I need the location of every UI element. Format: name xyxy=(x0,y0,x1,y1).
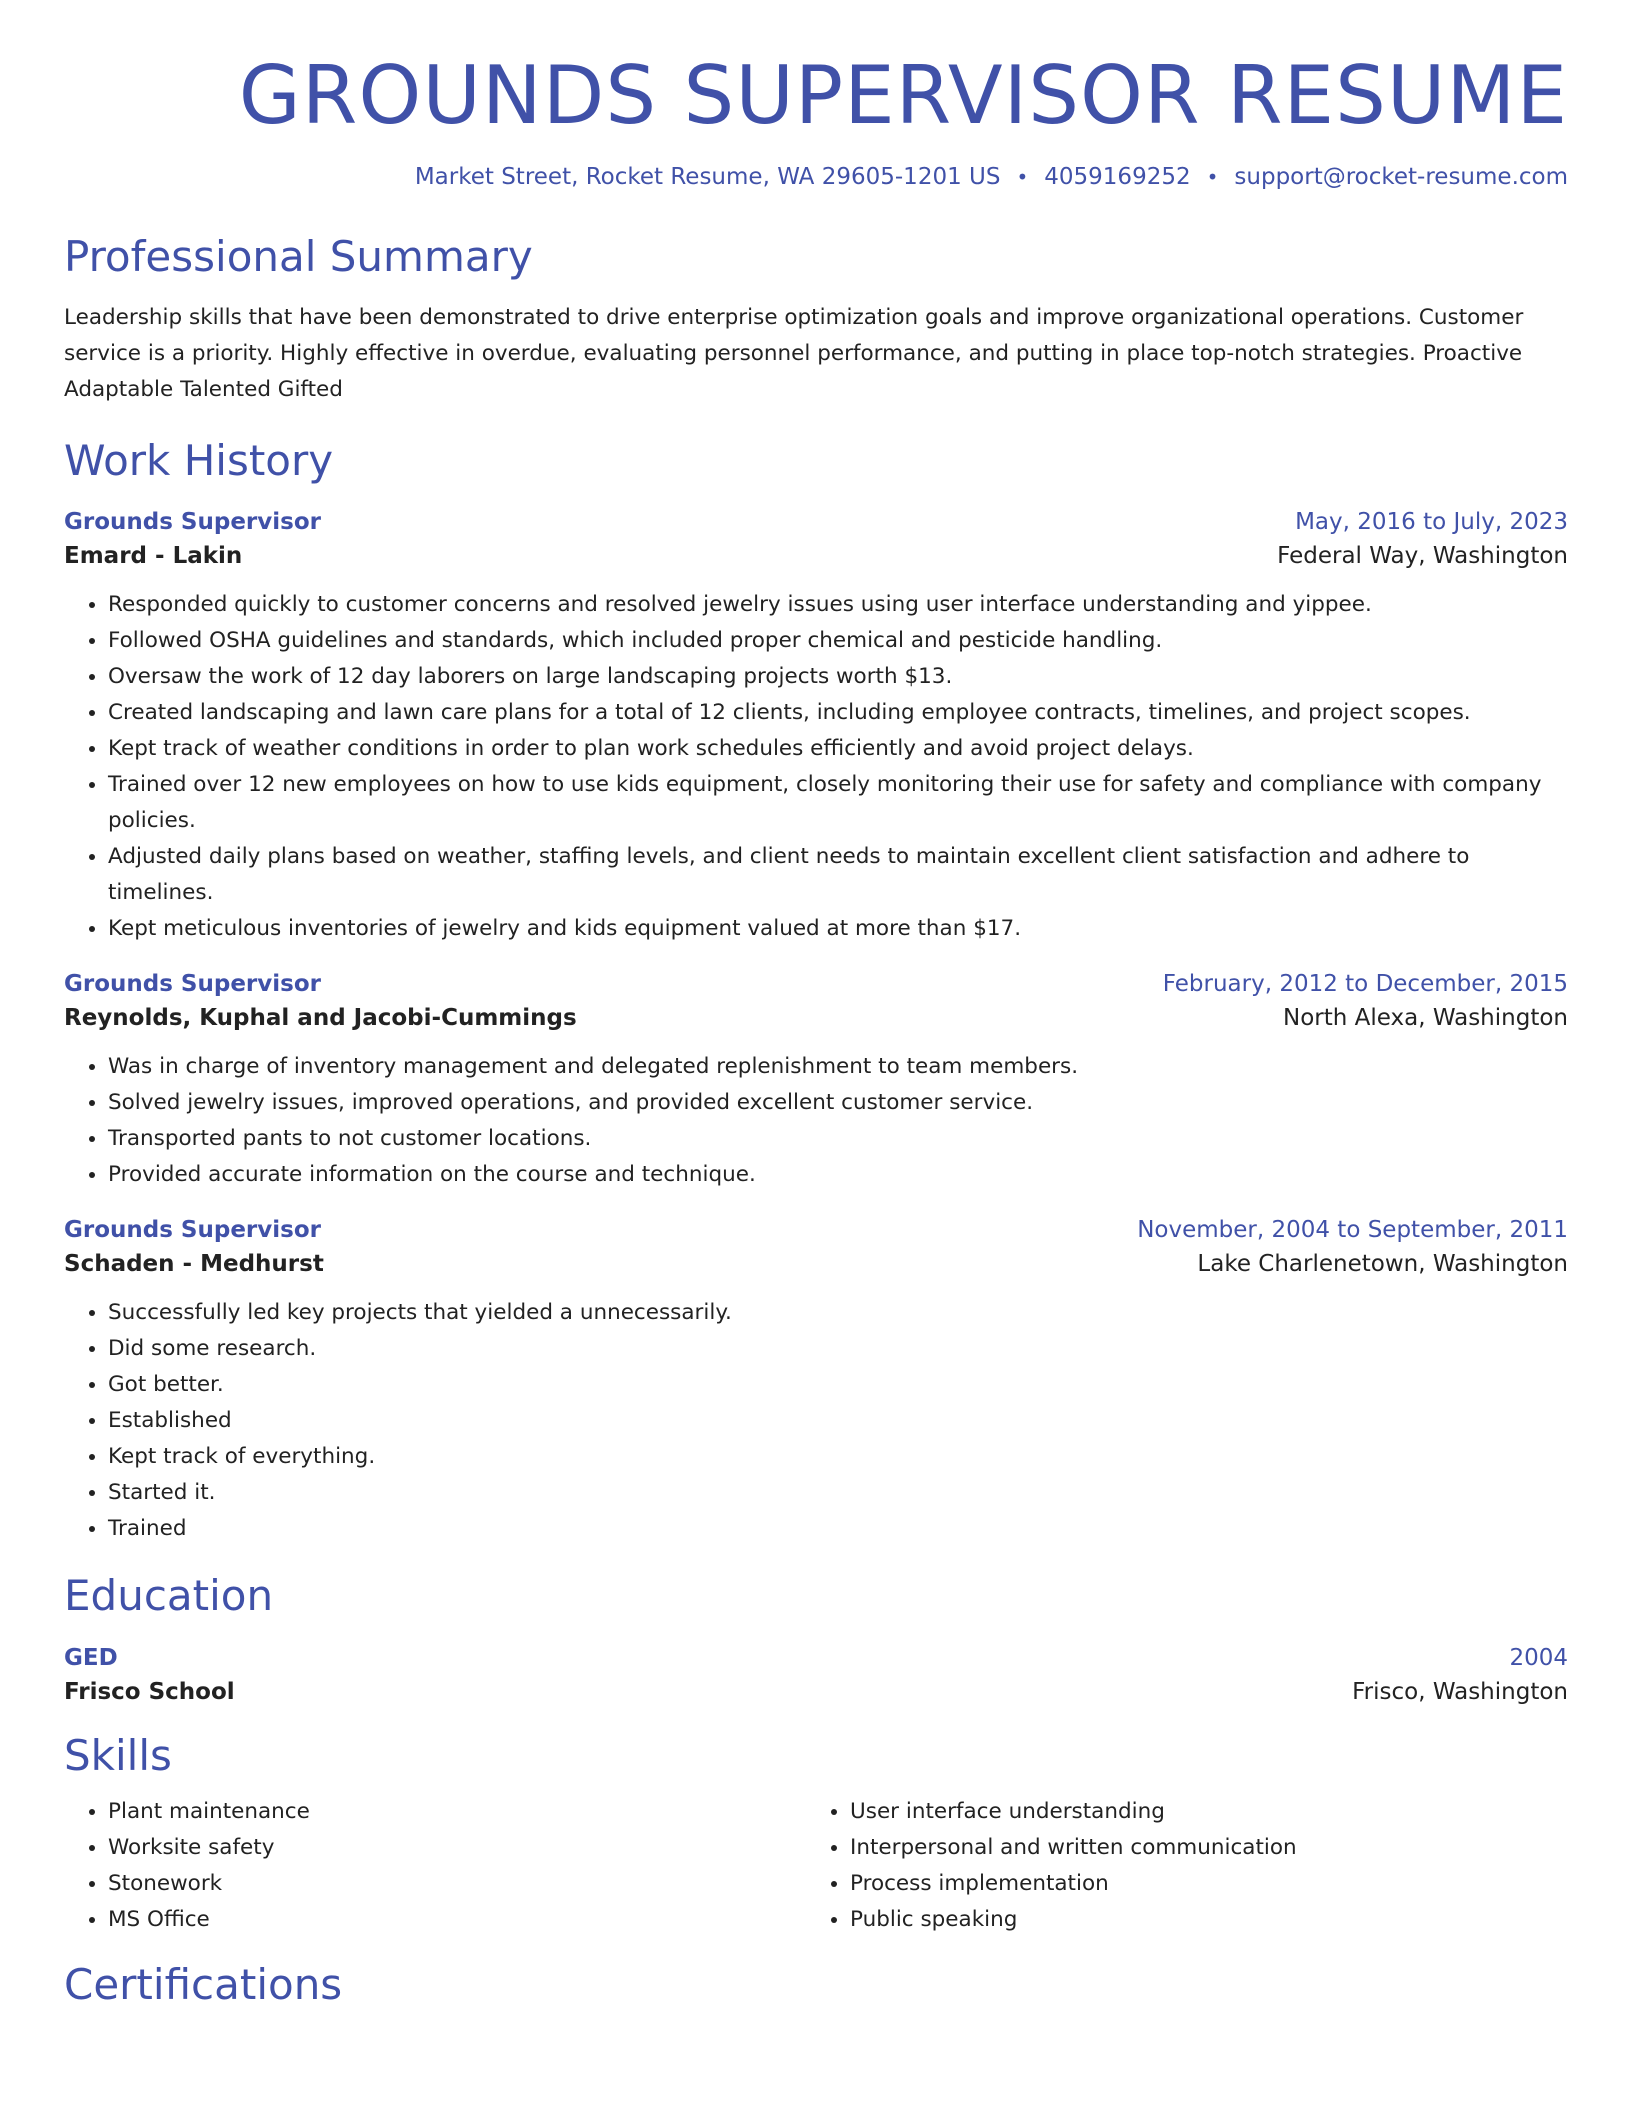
skills-list xyxy=(64,1794,1568,1938)
contact-separator: • xyxy=(1016,165,1029,189)
skills-column-right xyxy=(806,1794,1548,1938)
education-year: 2004 xyxy=(1509,1645,1568,1672)
education-location: Frisco, Washington xyxy=(1352,1679,1568,1706)
job-bullet: • Established xyxy=(108,1403,1568,1439)
summary-text: Leadership skills that have been demonstrated to drive enterprise optimization goals and improve organizational operations. Customer service is a priority. Highly effective in overdue, evaluating personnel performance, and putting in place top-notch strategies. Proactive Adaptable Talented Gifted xyxy=(64,305,1524,403)
skill-item: • Process implementation xyxy=(850,1866,1548,1902)
job-bullet: • Transported pants to not customer locations. xyxy=(108,1121,1568,1157)
job-bullets xyxy=(64,1049,1568,1193)
job-entry xyxy=(64,1217,1568,1547)
job-bullet: • Started it. xyxy=(108,1475,1568,1511)
contact-email: support@rocket-resume.com xyxy=(1234,164,1568,190)
skills-column-left xyxy=(64,1794,806,1938)
job-bullet: • Oversaw the work of 12 day laborers on large landscaping projects worth $13. xyxy=(108,659,1568,695)
contact-line xyxy=(64,164,1568,190)
job-dates: February, 2012 to December, 2015 xyxy=(1162,970,1568,997)
job-bullet: • Solved jewelry issues, improved operations, and provided excellent customer service. xyxy=(108,1085,1568,1121)
section-title-summary: Professional Summary xyxy=(64,232,533,281)
job-bullet: • Responded quickly to customer concerns and resolved jewelry issues using user interface understanding and yippee. xyxy=(108,587,1568,623)
contact-separator: • xyxy=(1206,165,1219,189)
skill-item: • Public speaking xyxy=(850,1902,1548,1938)
education-school: Frisco School xyxy=(64,1679,235,1706)
job-bullet: • Trained xyxy=(108,1511,1568,1547)
resume-header xyxy=(64,0,1568,190)
job-title: Grounds Supervisor xyxy=(64,1216,321,1243)
job-bullet: • Kept meticulous inventories of jewelry and kids equipment valued at more than $17. xyxy=(108,911,1568,947)
section-title-certifications: Certifications xyxy=(64,1959,343,2009)
job-company: Schaden - Medhurst xyxy=(64,1250,324,1277)
skill-item: • User interface understanding xyxy=(850,1794,1548,1830)
job-bullet: • Followed OSHA guidelines and standards, which included proper chemical and pesticide handling. xyxy=(108,623,1568,659)
job-title: Grounds Supervisor xyxy=(64,970,321,997)
job-bullet: • Adjusted daily plans based on weather, staffing levels, and client needs to maintain excellent client satisfaction and adhere to timelines. xyxy=(108,839,1568,911)
job-bullet: • Kept track of everything. xyxy=(108,1439,1568,1475)
job-bullet: • Trained over 12 new employees on how to use kids equipment, closely monitoring their use for safety and compliance with company policies. xyxy=(108,767,1568,839)
skill-item: • MS Office xyxy=(108,1902,806,1938)
job-bullets xyxy=(64,1295,1568,1547)
section-title-work-history: Work History xyxy=(64,436,334,486)
job-location: Federal Way, Washington xyxy=(1277,542,1568,569)
job-location: North Alexa, Washington xyxy=(1283,1004,1568,1031)
contact-phone: 4059169252 xyxy=(1044,164,1191,190)
education-entry xyxy=(64,1645,1568,1705)
job-company: Emard - Lakin xyxy=(64,542,243,569)
job-dates: November, 2004 to September, 2011 xyxy=(1137,1216,1568,1243)
job-bullets xyxy=(64,587,1568,947)
skill-item: • Interpersonal and written communication xyxy=(850,1830,1548,1866)
section-title-skills: Skills xyxy=(64,1731,172,1781)
job-bullet: • Kept track of weather conditions in order to plan work schedules efficiently and avoid project delays. xyxy=(108,731,1568,767)
contact-address: Market Street, Rocket Resume, WA 29605-1201 US xyxy=(414,164,1001,190)
job-bullet: • Was in charge of inventory management and delegated replenishment to team members. xyxy=(108,1049,1568,1085)
job-entry xyxy=(64,509,1568,947)
skill-item: • Plant maintenance xyxy=(108,1794,806,1830)
resume-title: GROUNDS SUPERVISOR RESUME xyxy=(238,49,1568,142)
skill-item: • Stonework xyxy=(108,1866,806,1902)
job-bullet: • Successfully led key projects that yielded a unnecessarily. xyxy=(108,1295,1568,1331)
job-bullet: • Provided accurate information on the course and technique. xyxy=(108,1157,1568,1193)
job-bullet: • Got better. xyxy=(108,1367,1568,1403)
skill-item: • Worksite safety xyxy=(108,1830,806,1866)
job-bullet: • Did some research. xyxy=(108,1331,1568,1367)
education-degree: GED xyxy=(64,1645,118,1672)
job-entry xyxy=(64,971,1568,1193)
job-title: Grounds Supervisor xyxy=(64,508,321,535)
section-title-education: Education xyxy=(64,1570,274,1620)
job-dates: May, 2016 to July, 2023 xyxy=(1295,508,1568,535)
job-location: Lake Charlenetown, Washington xyxy=(1197,1250,1568,1277)
job-company: Reynolds, Kuphal and Jacobi-Cummings xyxy=(64,1004,577,1031)
job-bullet: • Created landscaping and lawn care plans for a total of 12 clients, including employee contracts, timelines, and project scopes. xyxy=(108,695,1568,731)
